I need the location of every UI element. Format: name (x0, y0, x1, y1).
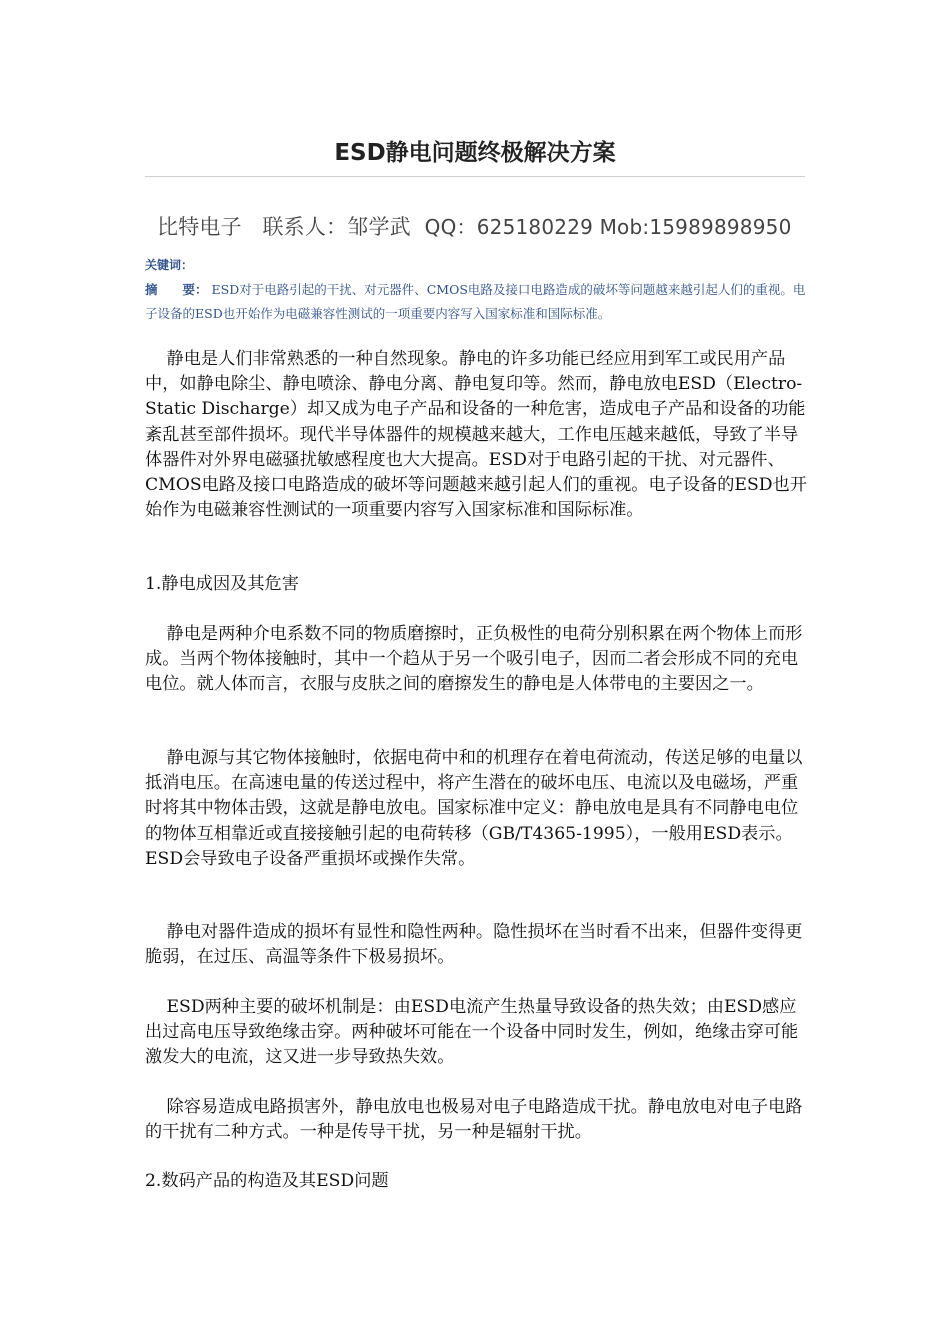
paragraph-damage-types: 静电对器件造成的损坏有显性和隐性两种。隐性损坏在当时看不出来，但器件变得更脆弱，在过压、高温等条件下极易损坏。 (145, 922, 803, 968)
contact-name: 邹学武 (347, 215, 411, 239)
contact-line (157, 211, 817, 241)
paragraph-static-cause: 静电是两种介电系数不同的物质磨擦时，正负极性的电荷分别积累在两个物体上而形成。当两个物体接触时，其中一个趋从于另一个吸引电子，因而二者会形成不同的充电电位。就人体而言，衣服与皮肤之间的磨擦发生的静电是人体带电的主要因之一。 (145, 624, 803, 695)
keywords-label: 关键词： (145, 258, 194, 272)
abstract-label: 摘 要： (145, 282, 208, 297)
section-heading-2: 2.数码产品的构造及其ESD问题 (145, 1171, 389, 1191)
section-heading-1: 1.静电成因及其危害 (145, 574, 299, 594)
paragraph-interference: 除容易造成电路损害外，静电放电也极易对电子电路造成干扰。静电放电对电子电路的干扰有二种方式。一种是传导干扰，另一种是辐射干扰。 (145, 1097, 803, 1143)
abstract-text: ESD对于电路引起的干扰、对元器件、CMOS电路及接口电路造成的破坏等问题越来越引起人们的重视。电子设备的ESD也开始作为电磁兼容性测试的一项重要内容写入国家标准和国际标准。 (145, 282, 806, 321)
contact-phone: QQ：625180229 Mob:15989898950 (424, 215, 792, 239)
contact-label: 联系人： (262, 215, 348, 239)
paragraph-damage-mechanism: ESD两种主要的破坏机制是：由ESD电流产生热量导致设备的热失效；由ESD感应出过高电压导致绝缘击穿。两种破坏可能在一个设备中同时发生，例如，绝缘击穿可能激发大的电流，这又进一步导致热失效。 (145, 997, 799, 1068)
abstract (145, 278, 807, 326)
paragraph-static-discharge: 静电源与其它物体接触时，依据电荷中和的机理存在着电荷流动，传送足够的电量以抵消电压。在高速电量的传送过程中，将产生潜在的破坏电压、电流以及电磁场，严重时将其中物体击毁，这就是静电放电。国家标准中定义：静电放电是具有不同静电电位的物体互相靠近或直接接触引起的电荷转移（GB/T4365-1995），一般用ESD表示。ESD会导致电子设备严重损坏或操作失常。 (145, 748, 803, 869)
paragraph-intro: 静电是人们非常熟悉的一种自然现象。静电的许多功能已经应用到军工或民用产品中，如静电除尘、静电喷涂、静电分离、静电复印等。然而，静电放电ESD（Electro-Static Discharge）却又成为电子产品和设备的一种危害，造成电子产品和设备的功能紊乱甚至部件损坏。现代半导体器件的规模越来越大，工作电压越来越低，导致了半导体器件对外界电磁骚扰敏感程度也大大提高。ESD对于电路引起的干扰、对元器件、CMOS电路及接口电路造成的破坏等问题越来越引起人们的重视。电子设备的ESD也开始作为电磁兼容性测试的一项重要内容写入国家标准和国际标准。 (145, 349, 807, 521)
document-title: ESD静电问题终极解决方案 (334, 140, 616, 166)
title-divider (145, 176, 805, 177)
company-name: 比特电子 (157, 215, 242, 239)
